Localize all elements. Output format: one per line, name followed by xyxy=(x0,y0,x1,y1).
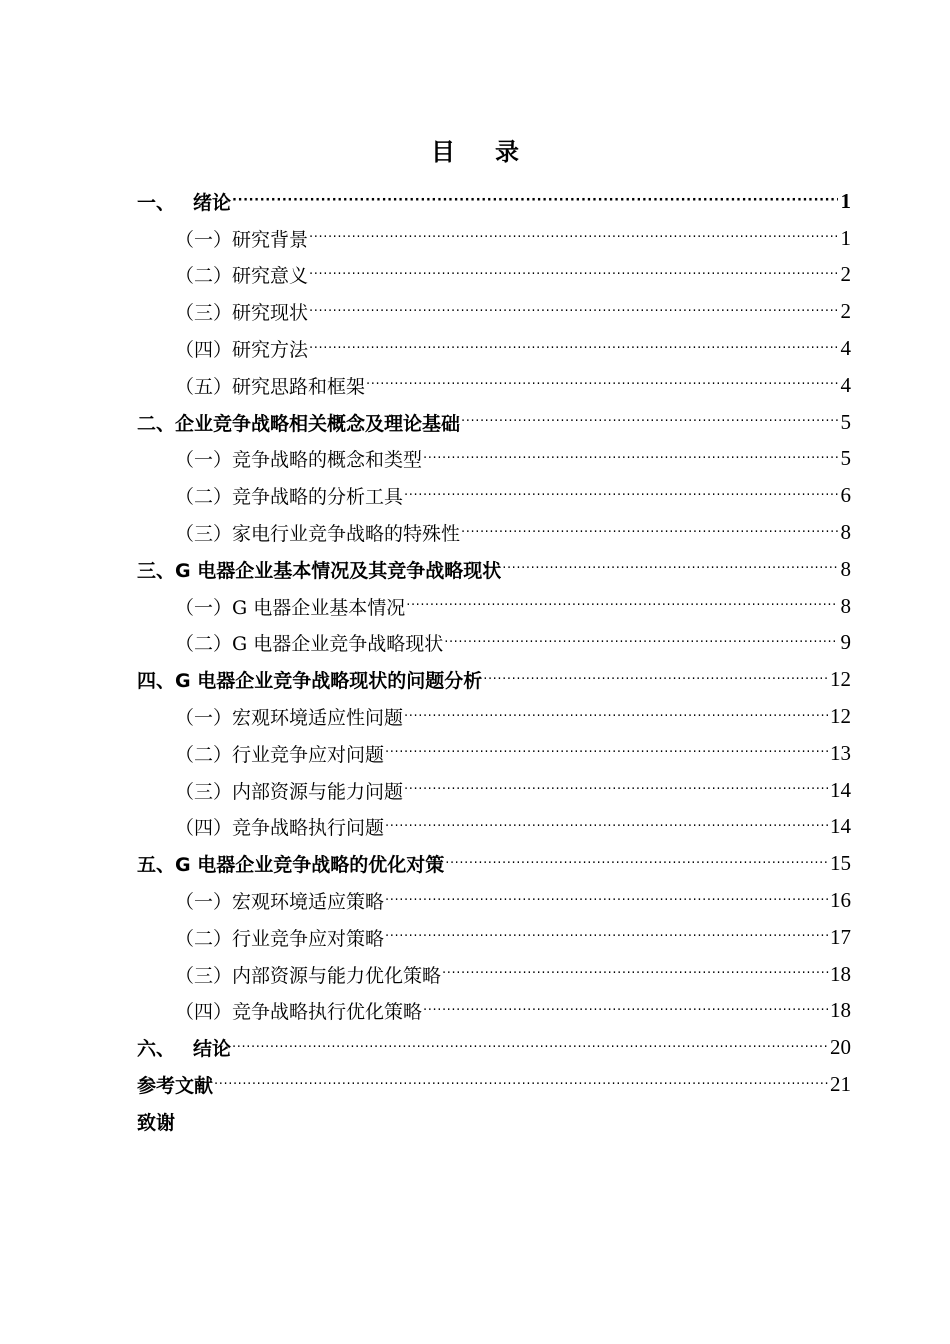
toc-entry-title: （一）G 电器企业基本情况 xyxy=(175,596,406,619)
toc-entry-section[interactable] xyxy=(137,625,851,662)
toc-dot-leader xyxy=(445,853,829,875)
toc-page-number: 12 xyxy=(830,704,851,729)
toc-page-number: 5 xyxy=(840,446,851,471)
toc-entry-title: 三、G 电器企业基本情况及其竞争战略现状 xyxy=(137,559,502,582)
toc-entry-chapter[interactable] xyxy=(137,661,851,698)
toc-dot-leader xyxy=(385,926,829,948)
toc-page-number: 5 xyxy=(840,409,851,434)
toc-page-number: 12 xyxy=(830,667,851,692)
toc-page-number: 15 xyxy=(830,851,851,876)
toc-dot-leader xyxy=(309,227,838,249)
toc-entry-section[interactable] xyxy=(137,588,851,625)
toc-entry-section[interactable] xyxy=(137,698,851,735)
toc-page-number: 21 xyxy=(830,1072,851,1097)
toc-entry-title: 四、G 电器企业竞争战略现状的问题分析 xyxy=(137,670,483,693)
toc-entry-section[interactable] xyxy=(137,330,851,367)
toc-entry-section[interactable] xyxy=(137,772,851,809)
toc-entry-title: （一）宏观环境适应性问题 xyxy=(175,707,404,730)
toc-entry-title: （二）竞争战略的分析工具 xyxy=(175,486,404,509)
toc-entry-title: （二）G 电器企业竞争战略现状 xyxy=(175,633,444,656)
toc-entry-title: 致谢 xyxy=(137,1111,176,1134)
toc-entry-title: （二）行业竞争应对问题 xyxy=(175,743,385,766)
toc-entry-title: （五）研究思路和框架 xyxy=(175,375,366,398)
toc-dot-leader xyxy=(309,264,838,286)
toc-entry-section[interactable] xyxy=(137,882,851,919)
toc-page-number: 1 xyxy=(840,225,851,250)
toc-page-number: 9 xyxy=(840,630,851,655)
toc-entry-title: （三）研究现状 xyxy=(175,302,309,325)
toc-dot-leader xyxy=(502,558,838,580)
toc-entry-title: （二）行业竞争应对策略 xyxy=(175,927,385,950)
toc-dot-leader xyxy=(461,411,838,433)
toc-entry-number: 六、 xyxy=(137,1038,176,1061)
toc-entry-chapter[interactable] xyxy=(137,1066,851,1103)
toc-entry-section[interactable] xyxy=(137,220,851,257)
toc-page-number: 4 xyxy=(840,336,851,361)
toc-page-number: 8 xyxy=(840,593,851,618)
toc-page-number: 1 xyxy=(840,188,851,213)
toc-page-number: 14 xyxy=(830,777,851,802)
toc-title-left: 目 xyxy=(431,138,455,166)
toc-page-number: 6 xyxy=(840,483,851,508)
toc-page-number: 2 xyxy=(840,299,851,324)
toc-page-number: 18 xyxy=(830,998,851,1023)
toc-entry-title: （一）研究背景 xyxy=(175,228,309,251)
toc-entry-section[interactable] xyxy=(137,293,851,330)
toc-dot-leader xyxy=(385,890,829,912)
toc-entry-section[interactable] xyxy=(137,956,851,993)
toc-entry-title: （一）竞争战略的概念和类型 xyxy=(175,449,423,472)
toc-dot-leader xyxy=(385,816,829,838)
toc-entry-title: （二）研究意义 xyxy=(175,265,309,288)
toc-entry-chapter[interactable] xyxy=(137,183,851,220)
toc-entry-title: （四）竞争战略执行优化策略 xyxy=(175,1001,423,1024)
toc-entry-section[interactable] xyxy=(137,257,851,294)
toc-entry-section[interactable] xyxy=(137,477,851,514)
toc-entry-section[interactable] xyxy=(137,514,851,551)
toc-dot-leader xyxy=(309,338,838,360)
toc-entry-title: 结论 xyxy=(193,1038,232,1061)
toc-entry-section[interactable] xyxy=(137,367,851,404)
toc-entry-title: （三）内部资源与能力问题 xyxy=(175,780,404,803)
toc-page-number: 14 xyxy=(830,814,851,839)
toc-entry-section[interactable] xyxy=(137,441,851,478)
toc-dot-leader xyxy=(214,1074,829,1096)
toc-page-number: 13 xyxy=(830,740,851,765)
toc-page-number: 20 xyxy=(830,1035,851,1060)
toc-dot-leader xyxy=(442,963,829,985)
toc-entry-section[interactable] xyxy=(137,809,851,846)
toc-dot-leader xyxy=(423,1000,829,1022)
toc-dot-leader xyxy=(404,779,829,801)
toc-entry-title: （四）竞争战略执行问题 xyxy=(175,817,385,840)
toc-dot-leader xyxy=(366,374,838,396)
toc-dot-leader xyxy=(406,595,838,617)
toc-page-number: 17 xyxy=(830,924,851,949)
toc-entry-title: （三）内部资源与能力优化策略 xyxy=(175,964,442,987)
toc-entry-section[interactable] xyxy=(137,735,851,772)
toc-entry-title: 五、G 电器企业竞争战略的优化对策 xyxy=(137,854,445,877)
toc-entry-number: 一、 xyxy=(137,191,176,214)
toc-dot-leader xyxy=(385,742,829,764)
toc-entry-chapter[interactable] xyxy=(137,1103,851,1140)
toc-dot-leader xyxy=(232,1037,829,1059)
table-of-contents xyxy=(137,183,851,1140)
toc-entry-chapter[interactable] xyxy=(137,845,851,882)
toc-entry-title: 参考文献 xyxy=(137,1075,214,1098)
toc-entry-title: 绪论 xyxy=(193,191,232,214)
toc-dot-leader xyxy=(309,301,838,323)
toc-dot-leader xyxy=(423,448,838,470)
toc-page-number: 16 xyxy=(830,888,851,913)
toc-entry-chapter[interactable] xyxy=(137,404,851,441)
toc-dot-leader xyxy=(461,522,838,544)
toc-entry-title: （三）家电行业竞争战略的特殊性 xyxy=(175,523,461,546)
toc-entry-title: 二、企业竞争战略相关概念及理论基础 xyxy=(137,412,461,435)
toc-entry-chapter[interactable] xyxy=(137,1029,851,1066)
toc-title xyxy=(0,132,950,167)
toc-page-number: 8 xyxy=(840,556,851,581)
toc-entry-section[interactable] xyxy=(137,993,851,1030)
toc-dot-leader xyxy=(404,485,838,507)
toc-dot-leader xyxy=(404,706,829,728)
toc-dot-leader xyxy=(232,190,838,212)
toc-page-number: 4 xyxy=(840,372,851,397)
toc-entry-section[interactable] xyxy=(137,919,851,956)
toc-title-right: 录 xyxy=(495,138,519,166)
toc-page-number: 2 xyxy=(840,262,851,287)
toc-page-number: 18 xyxy=(830,961,851,986)
toc-page-number: 8 xyxy=(840,520,851,545)
toc-entry-title: （四）研究方法 xyxy=(175,339,309,362)
toc-entry-chapter[interactable] xyxy=(137,551,851,588)
toc-dot-leader xyxy=(483,669,829,691)
toc-dot-leader xyxy=(444,632,838,654)
toc-entry-title: （一）宏观环境适应策略 xyxy=(175,891,385,914)
